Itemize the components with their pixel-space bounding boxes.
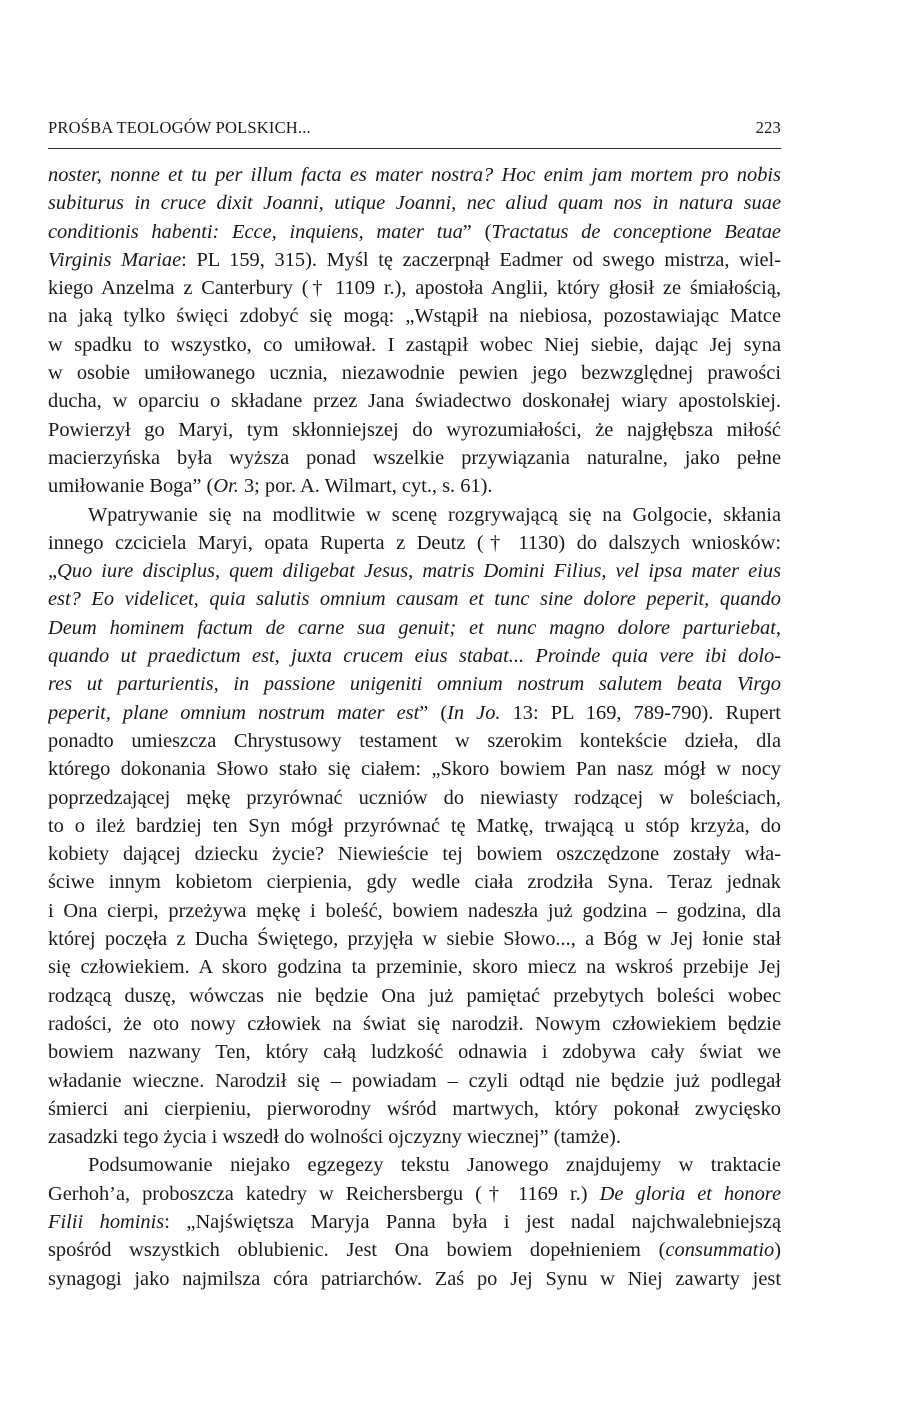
text-segment: śmierci ani cierpieniu, pierworodny wśród martwych, który pokonał zwycięsko bbox=[48, 1097, 781, 1120]
text-segment: ” ( bbox=[419, 701, 448, 724]
text-segment: rodzącą duszę, wówczas nie będzie Ona już pamiętać przebytych boleści wobec bbox=[48, 984, 781, 1007]
text-line bbox=[48, 274, 781, 302]
text-segment: ) bbox=[774, 1239, 781, 1262]
text-line bbox=[48, 1180, 781, 1208]
text-line bbox=[48, 1010, 781, 1038]
text-line bbox=[48, 1038, 781, 1066]
text-line bbox=[48, 416, 781, 444]
text-line bbox=[48, 331, 781, 359]
body-text bbox=[48, 161, 781, 1293]
text-segment: w spadku to wszystko, co umiłował. I zastąpił wobec Niej siebie, dając Jej syna bbox=[48, 333, 781, 356]
italic-text: Or. bbox=[213, 475, 239, 498]
text-segment: 3; por. A. Wilmart, cyt., s. 61). bbox=[238, 475, 493, 498]
text-segment: której poczęła z Ducha Świętego, przyjęła w siebie Słowo..., a Bóg w Jej łonie stał bbox=[48, 928, 781, 951]
text-segment: się człowiekiem. A skoro godzina ta przeminie, skoro miecz na wskroś przebije Jej bbox=[48, 956, 781, 979]
text-line bbox=[48, 161, 781, 189]
text-segment: : PL 159, 315). Myśl tę zaczerpnął Eadmer od swego mistrza, wiel- bbox=[181, 248, 781, 271]
italic-text: quando ut praedictum est, juxta crucem eius stabat... Proinde quia vere ibi dolo- bbox=[48, 645, 781, 668]
text-line bbox=[48, 501, 781, 529]
header-rule bbox=[48, 148, 781, 149]
italic-text: noster, nonne et tu per illum facta es mater nostra? Hoc enim jam mortem pro nobis bbox=[48, 164, 781, 186]
text-segment: ponadto umieszcza Chrystusowy testament w szerokim kontekście dzieła, dla bbox=[48, 729, 781, 752]
text-line bbox=[48, 359, 781, 387]
text-line bbox=[48, 755, 781, 783]
text-line bbox=[48, 982, 781, 1010]
text-line bbox=[48, 868, 781, 896]
page-number: 223 bbox=[755, 118, 781, 137]
text-line bbox=[48, 585, 781, 613]
text-segment: umiłowanie Boga” ( bbox=[48, 475, 214, 498]
text-segment: Podsumowanie niejako egzegezy tekstu Janowego znajdujemy w traktacie bbox=[88, 1154, 781, 1177]
text-line bbox=[48, 1067, 781, 1095]
text-segment: Powierzył go Maryi, tym skłonniejszej do wyrozumiałości, że najgłębsza miłość bbox=[48, 418, 781, 441]
text-segment: w osobie umiłowanego ucznia, niezawodnie pewien jego bezwzględnej prawości bbox=[48, 362, 781, 385]
text-segment: ducha, w oparciu o składane przez Jana świadectwo doskonałej wiary apostolskiej. bbox=[48, 390, 781, 413]
text-line bbox=[48, 218, 781, 246]
text-line bbox=[48, 670, 781, 698]
text-line bbox=[48, 699, 781, 727]
text-line bbox=[48, 1151, 781, 1179]
text-segment: zasadzki tego życia i wszedł do wolności ojczyzny wiecznej” (tamże). bbox=[48, 1126, 621, 1149]
text-segment: władanie wieczne. Narodził się – powiadam – czyli odtąd nie będzie już podlegał bbox=[48, 1069, 781, 1092]
text-line bbox=[48, 246, 781, 274]
italic-text: Quo iure disciplus, quem diligebat Jesus, matris Domini Filius, vel ipsa mater eius bbox=[57, 560, 781, 583]
text-segment: poprzedzającej mękę przyrównać uczniów do niewiasty rodzącej w boleściach, bbox=[48, 786, 781, 809]
text-line bbox=[48, 784, 781, 812]
italic-text: De gloria et honore bbox=[599, 1182, 781, 1205]
text-line bbox=[48, 1236, 781, 1264]
italic-text: Tractatus de conceptione Beatae bbox=[491, 220, 781, 243]
text-line bbox=[48, 387, 781, 415]
text-line bbox=[48, 1095, 781, 1123]
text-line bbox=[48, 1123, 781, 1151]
text-line bbox=[48, 302, 781, 330]
text-segment: : „Najświętsza Maryja Panna była i jest nadal najchwalebniejszą bbox=[164, 1210, 781, 1233]
text-segment: to o ileż bardziej ten Syn mógł przyrównać tę Matkę, trwającą u stóp krzyża, do bbox=[48, 814, 781, 837]
text-line bbox=[48, 840, 781, 868]
text-segment: Gerhoh’a, proboszcza katedry w Reichersbergu († 1169 r.) bbox=[48, 1182, 600, 1205]
italic-text: subiturus in cruce dixit Joanni, utique Joanni, nec aliud quam nos in natura suae bbox=[48, 192, 781, 215]
text-line bbox=[48, 897, 781, 925]
text-line bbox=[48, 472, 781, 500]
text-segment: macierzyńska była wyższa ponad wszelkie przywiązania naturalne, jako pełne bbox=[48, 446, 781, 469]
text-segment: Wpatrywanie się na modlitwie w scenę rozgrywającą się na Golgocie, skłania bbox=[88, 503, 781, 526]
text-line bbox=[48, 642, 781, 670]
text-segment: synagogi jako najmilsza córa patriarchów. Zaś po Jej Synu w Niej zawarty jest bbox=[48, 1267, 781, 1290]
running-title: PROŚBA TEOLOGÓW POLSKICH... bbox=[48, 118, 311, 137]
running-header bbox=[48, 118, 781, 138]
text-segment: 13: PL 169, 789-790). Rupert bbox=[500, 701, 781, 724]
text-segment: na jaką tylko święci zdobyć się mogą: „Wstąpił na niebiosa, pozostawiając Matce bbox=[48, 305, 781, 328]
italic-text: est? Eo videlicet, quia salutis omnium causam et tunc sine dolore peperit, quando bbox=[48, 588, 781, 611]
text-segment: „ bbox=[48, 560, 58, 583]
text-segment: innego czciciela Maryi, opata Ruperta z Deutz († 1130) do dalszych wniosków: bbox=[48, 531, 781, 554]
text-segment: ściwe innym kobietom cierpienia, gdy wedle ciała zrodziła Syna. Teraz jednak bbox=[48, 871, 781, 894]
text-segment: którego dokonania Słowo stało się ciałem: „Skoro bowiem Pan nasz mógł w nocy bbox=[48, 758, 781, 781]
italic-text: res ut parturientis, in passione unigeniti omnium nostrum salutem beata Virgo bbox=[48, 673, 781, 696]
italic-text: Virginis Mariae bbox=[48, 248, 182, 271]
text-line bbox=[48, 727, 781, 755]
text-line bbox=[48, 444, 781, 472]
text-line bbox=[48, 812, 781, 840]
text-segment: kobiety dającej dziecku życie? Niewieście tej bowiem oszczędzone zostały wła- bbox=[48, 843, 781, 866]
text-line bbox=[48, 1208, 781, 1236]
text-segment: ” ( bbox=[462, 220, 492, 243]
text-line bbox=[48, 1265, 781, 1293]
text-line bbox=[48, 529, 781, 557]
text-line bbox=[48, 614, 781, 642]
text-segment: spośród wszystkich oblubienic. Jest Ona bowiem dopełnieniem ( bbox=[48, 1239, 666, 1262]
italic-text: Deum hominem factum de carne sua genuit; et nunc magno dolore parturiebat, bbox=[48, 616, 781, 639]
text-line bbox=[48, 953, 781, 981]
text-segment: i Ona cierpi, przeżywa mękę i boleść, bowiem nadeszła już godzina – godzina, dla bbox=[48, 899, 781, 922]
italic-text: peperit, plane omnium nostrum mater est bbox=[48, 701, 420, 724]
text-segment: kiego Anzelma z Canterbury († 1109 r.), apostoła Anglii, który głosił ze śmiałością, bbox=[48, 277, 781, 300]
text-line bbox=[48, 189, 781, 217]
italic-text: consummatio bbox=[665, 1239, 775, 1262]
text-segment: bowiem nazwany Ten, który całą ludzkość odnawia i zdobywa cały świat we bbox=[48, 1041, 781, 1064]
text-line bbox=[48, 925, 781, 953]
italic-text: conditionis habenti: Ecce, inquiens, mater tua bbox=[48, 220, 463, 243]
italic-text: In Jo. bbox=[447, 701, 501, 724]
text-line bbox=[48, 557, 781, 585]
italic-text: Filii hominis bbox=[48, 1210, 165, 1233]
text-segment: radości, że oto nowy człowiek na świat się narodził. Nowym człowiekiem będzie bbox=[48, 1012, 781, 1035]
